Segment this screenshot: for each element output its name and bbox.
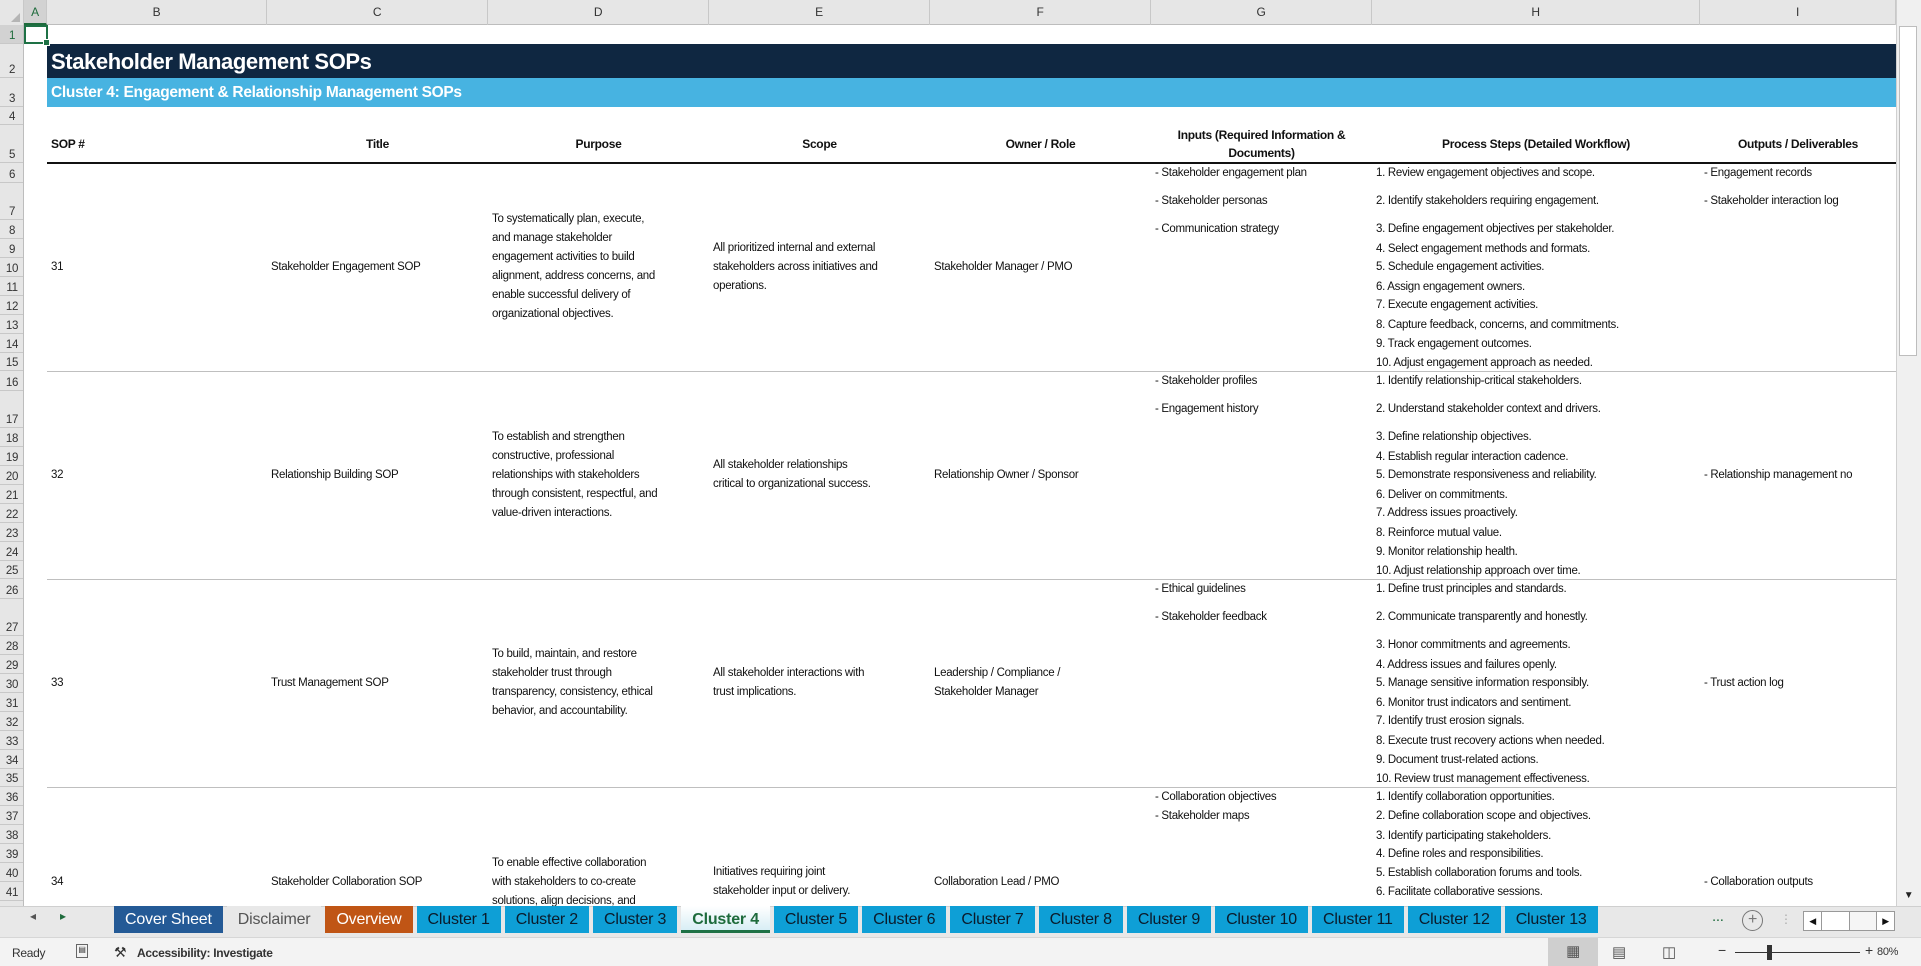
process-step: 8. Execute trust recovery actions when needed.: [1376, 735, 1605, 747]
more-tabs-button[interactable]: ...: [1712, 908, 1724, 925]
output-item: - Trust action log: [1704, 677, 1784, 689]
row-header[interactable]: 21: [0, 485, 24, 504]
vertical-scroll-thumb[interactable]: [1899, 26, 1917, 356]
cell-line: engagement activities to build: [492, 251, 635, 263]
row-header[interactable]: 14: [0, 334, 24, 353]
row-header[interactable]: 27: [0, 599, 24, 636]
row-header[interactable]: 19: [0, 447, 24, 466]
cell-line: Initiatives requiring joint: [713, 866, 826, 878]
add-sheet-icon[interactable]: +: [1742, 910, 1763, 931]
sop-owner: [934, 466, 1149, 485]
sop-row: [24, 787, 1896, 906]
sop-number: [51, 258, 251, 277]
accessibility-icon: ⚒: [114, 944, 127, 960]
row-header[interactable]: 35: [0, 769, 24, 787]
row-header[interactable]: 26: [0, 579, 24, 599]
row-header[interactable]: 32: [0, 712, 24, 731]
row-header[interactable]: 8: [0, 220, 24, 239]
process-step: 10. Adjust relationship approach over time.: [1376, 565, 1581, 577]
row-header[interactable]: 4: [0, 107, 24, 125]
page-layout-view-icon[interactable]: ▤: [1612, 944, 1626, 961]
process-step: 10. Adjust engagement approach as needed.: [1376, 357, 1593, 369]
row-header[interactable]: 31: [0, 693, 24, 712]
status-bar: [0, 937, 1921, 966]
process-step: 4. Define roles and responsibilities.: [1376, 848, 1544, 860]
header-sop-number: SOP #: [51, 137, 85, 151]
cell-line: relationships with stakeholders: [492, 468, 640, 481]
process-step: 2. Communicate transparently and honestly.: [1376, 611, 1588, 623]
sheet-tab-cluster-8[interactable]: Cluster 8: [1039, 906, 1123, 933]
row-header[interactable]: 38: [0, 825, 24, 844]
header-scope: Scope: [802, 137, 837, 151]
cell-line: Trust Management SOP: [271, 676, 389, 689]
process-step: 7. Execute engagement activities.: [1376, 299, 1539, 311]
cell-line: To systematically plan, execute,: [492, 213, 645, 225]
column-header-e[interactable]: E: [709, 0, 930, 25]
sheet-tab-cluster-11[interactable]: Cluster 11: [1312, 906, 1404, 933]
process-step: 6. Monitor trust indicators and sentiment.: [1376, 697, 1572, 709]
sop-number: [51, 873, 251, 892]
sheet-tab-cluster-10[interactable]: Cluster 10: [1215, 906, 1308, 933]
sheet-tab-cluster-9[interactable]: Cluster 9: [1127, 906, 1211, 933]
input-item: - Stakeholder feedback: [1155, 611, 1267, 623]
cell-line: All stakeholder relationships: [713, 459, 848, 471]
process-step: 9. Track engagement outcomes.: [1376, 338, 1532, 350]
row-header[interactable]: 37: [0, 806, 24, 825]
input-item: - Stakeholder maps: [1155, 810, 1250, 822]
process-step: 7. Address issues proactively.: [1376, 507, 1518, 519]
normal-view-icon[interactable]: ▦: [1548, 938, 1598, 966]
cell-line: 34: [51, 875, 64, 888]
column-header-i[interactable]: I: [1700, 0, 1896, 25]
process-step: 9. Document trust-related actions.: [1376, 754, 1539, 766]
header-purpose: Purpose: [575, 137, 622, 151]
row-header[interactable]: 12: [0, 296, 24, 315]
splitter-handle-icon[interactable]: ⋮: [1780, 912, 1792, 926]
row-header[interactable]: 9: [0, 239, 24, 258]
sop-title: [271, 258, 486, 277]
sop-row: [24, 163, 1896, 371]
input-item: - Ethical guidelines: [1155, 583, 1246, 595]
sop-number: [51, 466, 251, 485]
cell-line: behavior, and accountability.: [492, 705, 628, 717]
sop-owner: [934, 258, 1149, 277]
cell-line: value-driven interactions.: [492, 506, 613, 519]
row-header[interactable]: 18: [0, 428, 24, 447]
horizontal-scrollbar[interactable]: [1803, 911, 1895, 931]
row-header[interactable]: 33: [0, 731, 24, 750]
sheet-tab-cluster-12[interactable]: Cluster 12: [1408, 906, 1501, 933]
column-header-f[interactable]: F: [930, 0, 1151, 25]
cell-line: To enable effective collaboration: [492, 856, 647, 869]
process-step: 7. Identify trust erosion signals.: [1376, 715, 1525, 727]
row-header[interactable]: 16: [0, 371, 24, 391]
cell-line: All stakeholder interactions with: [713, 667, 865, 679]
row-header[interactable]: 15: [0, 353, 24, 371]
tab-scroll-right-icon[interactable]: ▸: [60, 909, 66, 923]
sheet-tab-cluster-6[interactable]: Cluster 6: [862, 906, 946, 933]
sop-scope: [713, 863, 928, 901]
cell-line: through consistent, respectful, and: [492, 487, 658, 500]
row-header[interactable]: 24: [0, 542, 24, 561]
output-item: - Stakeholder interaction log: [1704, 195, 1839, 207]
cell-line: transparency, consistency, ethical: [492, 686, 653, 698]
process-step: 3. Define relationship objectives.: [1376, 431, 1532, 443]
scroll-right-arrow-icon[interactable]: ▶: [1876, 912, 1894, 930]
zoom-out-button[interactable]: −: [1718, 942, 1726, 958]
process-step: 2. Identify stakeholders requiring engagement.: [1376, 195, 1599, 207]
sop-purpose: [492, 645, 707, 721]
input-item: - Stakeholder engagement plan: [1155, 167, 1307, 179]
cell-line: 33: [51, 676, 64, 689]
row-separator: [47, 787, 1896, 788]
sheet-tab-overview[interactable]: Overview: [325, 906, 412, 933]
sheet-tab-disclaimer[interactable]: Disclaimer: [227, 906, 322, 933]
process-step: 8. Reinforce mutual value.: [1376, 527, 1502, 539]
row-header[interactable]: 23: [0, 523, 24, 542]
sheet-tabs: [114, 906, 1598, 935]
input-item: - Stakeholder personas: [1155, 195, 1268, 207]
cell-line: Stakeholder Engagement SOP: [271, 260, 421, 273]
column-header-h[interactable]: H: [1372, 0, 1700, 25]
row-header[interactable]: 25: [0, 561, 24, 579]
column-header-g[interactable]: G: [1151, 0, 1372, 25]
row-header[interactable]: 34: [0, 750, 24, 769]
row-headers: [0, 25, 24, 906]
sop-scope: [713, 456, 928, 494]
row-separator: [47, 371, 1896, 372]
cluster-subtitle: Cluster 4: Engagement & Relationship Management SOPs: [47, 78, 1896, 107]
cell-line: 31: [51, 260, 64, 273]
sheet-tab-cluster-13[interactable]: Cluster 13: [1505, 906, 1598, 933]
process-step: 2. Define collaboration scope and objectives.: [1376, 810, 1591, 822]
scroll-left-arrow-icon[interactable]: ◀: [1804, 912, 1822, 930]
header-inputs: [1151, 125, 1372, 163]
sop-scope: [713, 664, 928, 702]
row-header[interactable]: 20: [0, 466, 24, 485]
sheet-tab-cluster-2[interactable]: Cluster 2: [505, 906, 589, 933]
input-item: - Collaboration objectives: [1155, 791, 1277, 803]
status-ready: Ready: [12, 946, 46, 960]
sop-purpose: [492, 210, 707, 324]
row-header[interactable]: 30: [0, 674, 24, 693]
header-outputs: Outputs / Deliverables: [1737, 137, 1859, 151]
process-step: 1. Review engagement objectives and scope.: [1376, 167, 1595, 179]
process-step: 1. Identify relationship-critical stakeholders.: [1376, 375, 1582, 387]
process-step: 1. Identify collaboration opportunities.: [1376, 791, 1555, 803]
row-header[interactable]: 3: [0, 78, 24, 107]
cell-line: Collaboration Lead / PMO: [934, 875, 1060, 888]
sheet-tab-cluster-3[interactable]: Cluster 3: [593, 906, 677, 933]
cell-line: operations.: [713, 279, 767, 292]
cell-line: and manage stakeholder: [492, 232, 612, 244]
row-header[interactable]: 2: [0, 44, 24, 78]
sop-row: [24, 371, 1896, 579]
row-header[interactable]: 5: [0, 125, 24, 163]
zoom-in-button[interactable]: +: [1865, 942, 1873, 958]
column-header-d[interactable]: D: [488, 0, 709, 25]
tab-scroll-left-icon[interactable]: ◂: [30, 909, 36, 923]
column-header-a[interactable]: A: [24, 0, 47, 25]
process-step: 3. Honor commitments and agreements.: [1376, 639, 1571, 651]
sheet-tab-cluster-4[interactable]: Cluster 4: [681, 906, 770, 933]
cell-line: Leadership / Compliance /: [934, 667, 1061, 679]
header-inputs-line: Inputs (Required Information &: [1177, 128, 1346, 142]
row-header[interactable]: 17: [0, 391, 24, 428]
row-header[interactable]: 6: [0, 163, 24, 183]
process-step: 5. Establish collaboration forums and tools.: [1376, 867, 1583, 879]
cell-line: solutions, align decisions, and: [492, 894, 636, 906]
cell-line: enable successful delivery of: [492, 289, 631, 301]
zoom-slider-thumb[interactable]: [1767, 945, 1772, 960]
row-header[interactable]: 10: [0, 258, 24, 277]
cell-line: critical to organizational success.: [713, 478, 871, 490]
row-header[interactable]: 7: [0, 183, 24, 220]
sop-title: [271, 873, 486, 892]
row-header[interactable]: 29: [0, 655, 24, 674]
header-process-steps: Process Steps (Detailed Workflow): [1442, 137, 1630, 151]
cell-line: Relationship Building SOP: [271, 468, 399, 481]
input-item: - Communication strategy: [1155, 223, 1279, 235]
cell-line: stakeholder trust through: [492, 667, 612, 679]
process-step: 1. Define trust principles and standards.: [1376, 583, 1567, 595]
cell-line: To build, maintain, and restore: [492, 648, 637, 660]
scroll-down-arrow-icon[interactable]: ▼: [1903, 890, 1914, 901]
cell-line: alignment, address concerns, and: [492, 270, 656, 282]
cell-line: with stakeholders to co-create: [492, 875, 636, 888]
process-step: 5. Schedule engagement activities.: [1376, 261, 1545, 273]
cell-line: trust implications.: [713, 686, 797, 698]
process-step: 6. Assign engagement owners.: [1376, 281, 1525, 293]
cell-line: Stakeholder Collaboration SOP: [271, 875, 423, 888]
row-header[interactable]: 22: [0, 504, 24, 523]
sop-row: [24, 579, 1896, 787]
cell-line: constructive, professional: [492, 449, 614, 462]
header-inputs-line: Documents): [1228, 146, 1295, 160]
process-step: 8. Capture feedback, concerns, and commitments.: [1376, 319, 1619, 331]
process-step: 5. Demonstrate responsiveness and reliability.: [1376, 469, 1597, 481]
output-item: - Relationship management no: [1704, 469, 1853, 481]
accessibility-status[interactable]: Accessibility: Investigate: [137, 946, 273, 960]
input-item: - Engagement history: [1155, 403, 1259, 415]
sheet-tab-cluster-5[interactable]: Cluster 5: [774, 906, 858, 933]
row-header[interactable]: 36: [0, 787, 24, 806]
sheet-tab-cluster-1[interactable]: Cluster 1: [417, 906, 501, 933]
column-header-b[interactable]: B: [47, 0, 267, 25]
cell-line: Relationship Owner / Sponsor: [934, 468, 1079, 481]
page-break-view-icon[interactable]: ◫: [1662, 944, 1676, 961]
sop-scope: [713, 239, 928, 296]
cell-line: organizational objectives.: [492, 308, 614, 320]
process-step: 3. Identify participating stakeholders.: [1376, 830, 1551, 842]
cell-line: To establish and strengthen: [492, 430, 625, 443]
sheet-tab-cover-sheet[interactable]: Cover Sheet: [114, 906, 223, 933]
sop-number: [51, 674, 251, 693]
column-header-c[interactable]: C: [267, 0, 488, 25]
row-separator: [47, 579, 1896, 580]
process-step: 6. Facilitate collaborative sessions.: [1376, 886, 1543, 898]
process-step: 2. Understand stakeholder context and drivers.: [1376, 403, 1601, 415]
row-header[interactable]: 40: [0, 863, 24, 882]
input-item: - Stakeholder profiles: [1155, 375, 1258, 387]
header-title: Title: [366, 137, 389, 151]
process-step: 3. Define engagement objectives per stakeholder.: [1376, 223, 1615, 235]
process-step: 6. Deliver on commitments.: [1376, 489, 1508, 501]
process-step: 4. Address issues and failures openly.: [1376, 659, 1557, 671]
process-step: 9. Monitor relationship health.: [1376, 546, 1518, 558]
cell-line: All prioritized internal and external: [713, 241, 876, 254]
row-header[interactable]: 13: [0, 315, 24, 334]
column-headers: [0, 0, 1896, 25]
process-step: 10. Review trust management effectiveness.: [1376, 773, 1590, 785]
row-header[interactable]: 41: [0, 882, 24, 901]
cell-line: 32: [51, 468, 64, 481]
cell-line: stakeholders across initiatives and: [713, 260, 878, 273]
process-step: 4. Establish regular interaction cadence.: [1376, 451, 1569, 463]
sop-owner: [934, 664, 1149, 702]
process-step: 5. Manage sensitive information responsibly.: [1376, 677, 1589, 689]
selected-cell-a1[interactable]: [24, 25, 48, 44]
output-item: - Collaboration outputs: [1704, 876, 1813, 888]
cell-line: Stakeholder Manager / PMO: [934, 260, 1073, 273]
output-item: - Engagement records: [1704, 167, 1812, 179]
sop-title: [271, 466, 486, 485]
macro-recorder-icon[interactable]: ▤: [76, 944, 88, 958]
sheet-tab-cluster-7[interactable]: Cluster 7: [950, 906, 1034, 933]
sheet-grid[interactable]: [24, 25, 1896, 906]
horizontal-scroll-thumb[interactable]: [1822, 912, 1850, 930]
process-step: 4. Select engagement methods and formats.: [1376, 243, 1591, 255]
cell-line: Stakeholder Manager: [934, 686, 1039, 698]
sop-purpose: [492, 854, 707, 907]
sheet-title: Stakeholder Management SOPs: [47, 44, 1896, 78]
sop-title: [271, 674, 486, 693]
cell-line: stakeholder input or delivery.: [713, 885, 851, 897]
row-header[interactable]: 28: [0, 636, 24, 655]
row-header[interactable]: 1: [0, 25, 24, 44]
zoom-slider[interactable]: [1735, 952, 1860, 953]
header-owner: Owner / Role: [1005, 137, 1076, 151]
row-header[interactable]: 39: [0, 844, 24, 863]
row-header[interactable]: 11: [0, 277, 24, 296]
zoom-level[interactable]: 80%: [1877, 946, 1899, 958]
sop-purpose: [492, 428, 707, 523]
sop-owner: [934, 873, 1149, 892]
select-all-button[interactable]: [0, 0, 24, 25]
